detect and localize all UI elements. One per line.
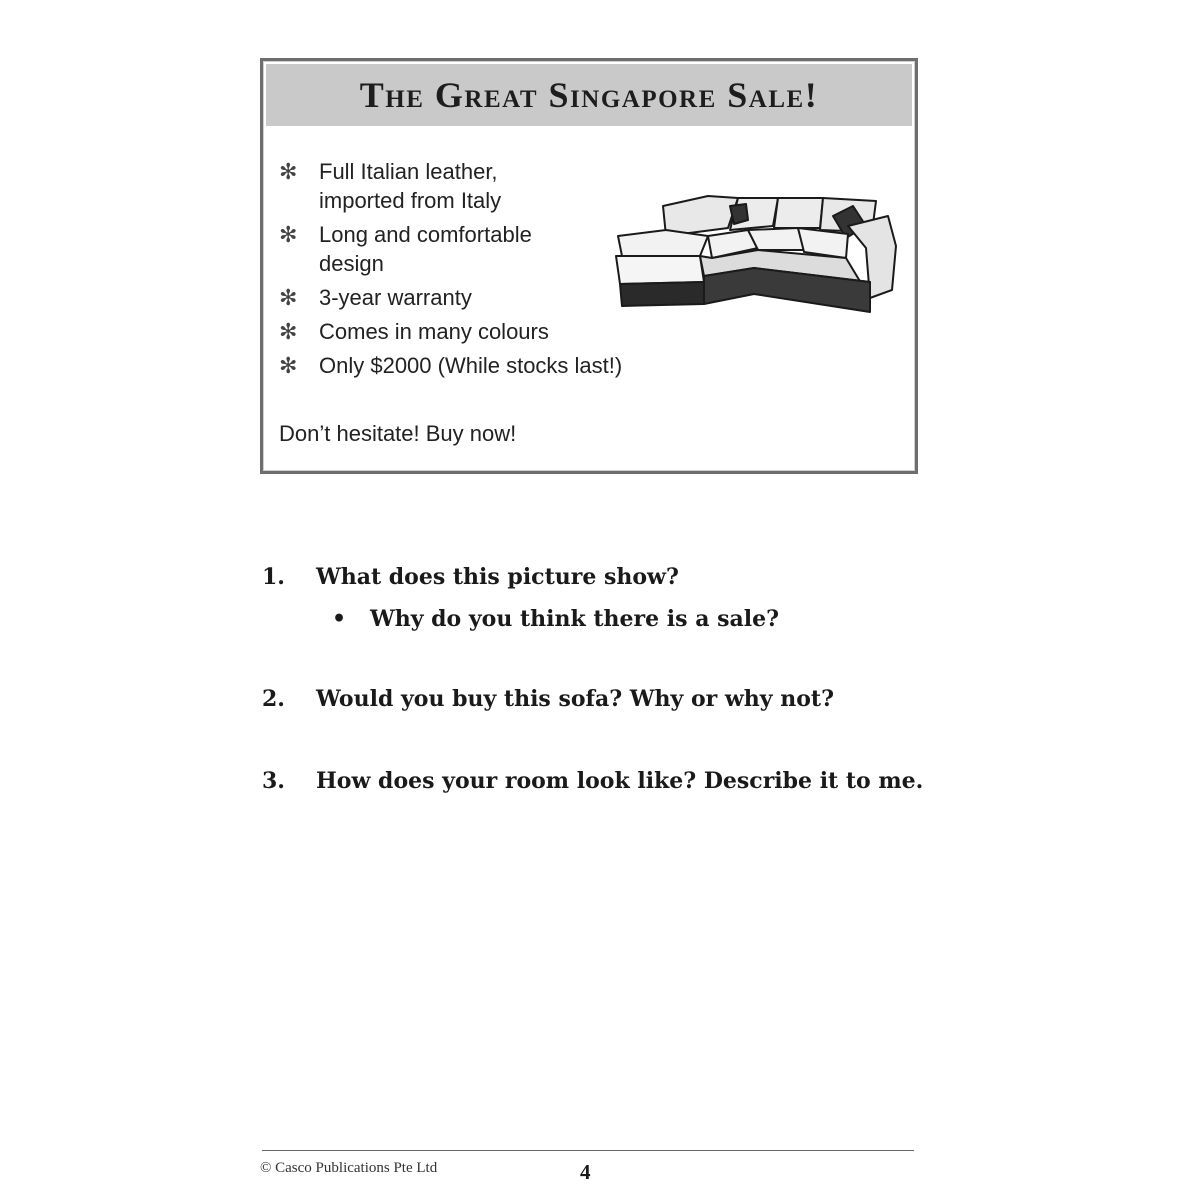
feature-list xyxy=(279,157,622,385)
asterisk-icon: ✻ xyxy=(279,159,298,184)
ad-header xyxy=(266,64,912,126)
asterisk-icon: ✻ xyxy=(279,222,298,247)
page-number: 4 xyxy=(580,1160,591,1184)
sale-advertisement xyxy=(260,58,918,474)
question-number: 1. xyxy=(262,564,285,590)
sofa-illustration xyxy=(608,186,908,321)
feature-item: ✻ 3-year warranty xyxy=(279,285,472,310)
asterisk-icon: ✻ xyxy=(279,353,298,378)
asterisk-icon: ✻ xyxy=(279,319,298,344)
bullet-icon: • xyxy=(332,606,347,632)
question-text: What does this picture show? xyxy=(316,564,679,590)
call-to-action: Don’t hesitate! Buy now! xyxy=(279,421,517,446)
feature-item: ✻ Long and comfortable design xyxy=(279,222,532,276)
feature-item: ✻ Full Italian leather, imported from Italy xyxy=(279,159,502,213)
sub-question-text: Why do you think there is a sale? xyxy=(370,606,779,632)
ad-title: The Great Singapore Sale! xyxy=(359,75,819,115)
feature-item: ✻ Only $2000 (While stocks last!) xyxy=(279,353,623,378)
question-number: 2. xyxy=(262,686,285,712)
question-text: How does your room look like? Describe it to me. xyxy=(316,768,924,794)
asterisk-icon: ✻ xyxy=(279,285,298,310)
footer-divider xyxy=(262,1150,914,1151)
question-number: 3. xyxy=(262,768,285,794)
copyright-notice: © Casco Publications Pte Ltd xyxy=(260,1160,438,1176)
feature-item: ✻ Comes in many colours xyxy=(279,319,549,344)
question-text: Would you buy this sofa? Why or why not? xyxy=(316,686,834,712)
